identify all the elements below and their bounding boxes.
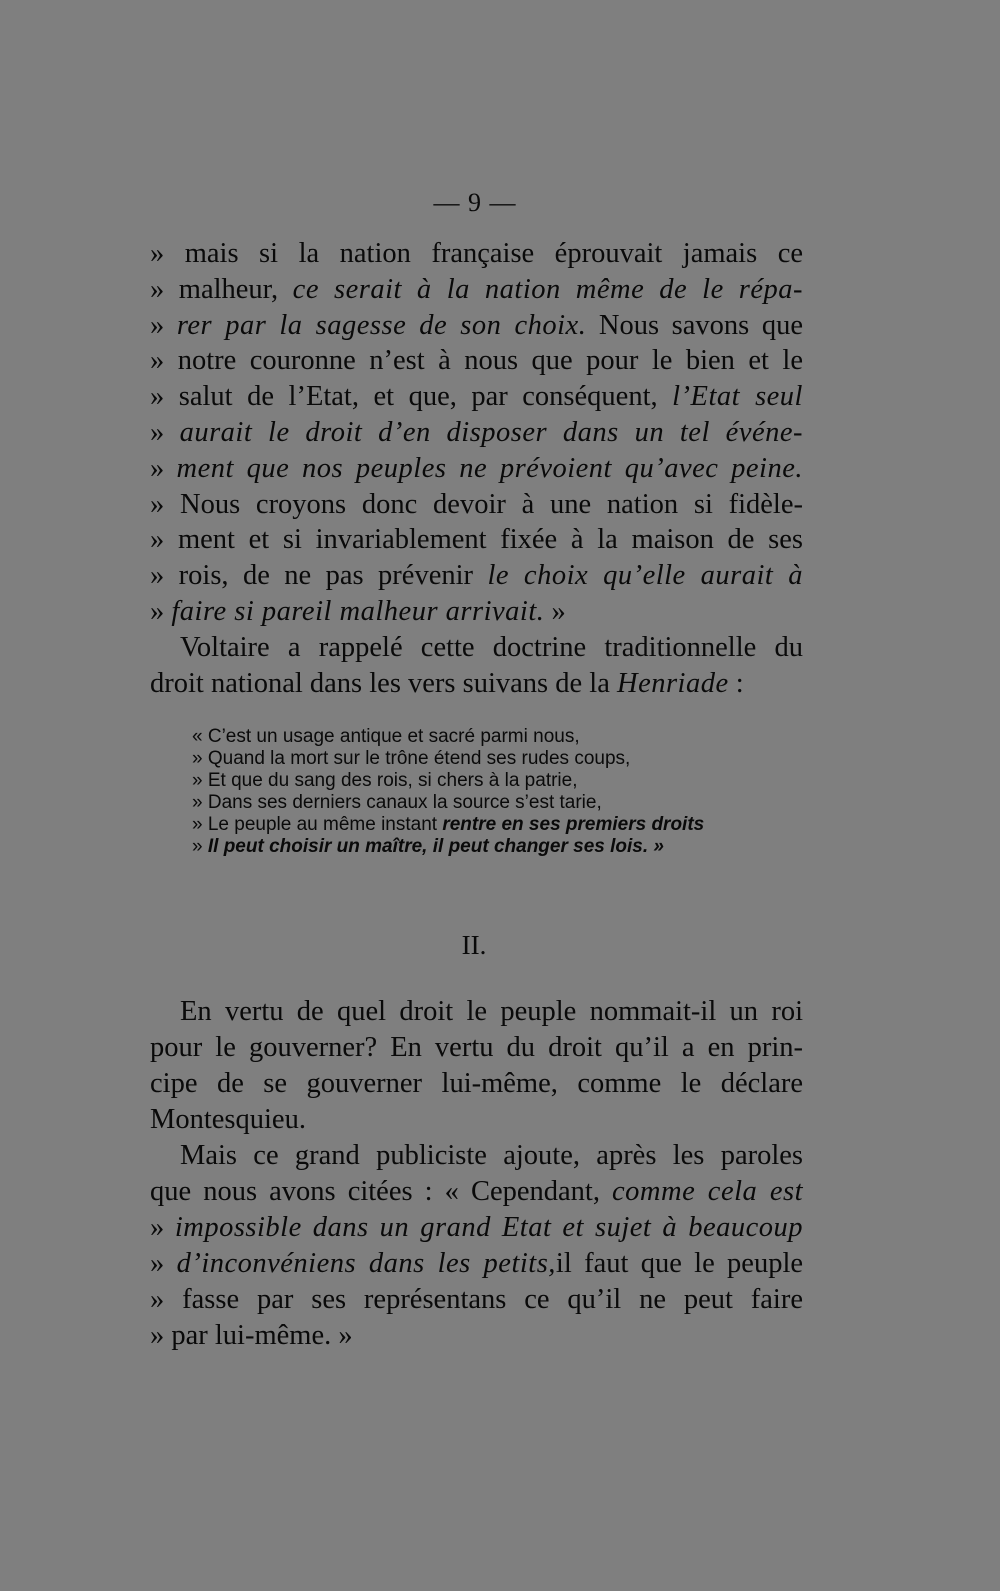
text-line: droit national dans les vers suivans de la Henriade : <box>150 668 744 699</box>
text-line: Montesquieu. <box>150 1104 306 1135</box>
verse-line: » Dans ses derniers canaux la source s’est tarie, <box>192 792 602 813</box>
text-line: » d’inconvéniens dans les petits,il faut que le peuple <box>150 1248 804 1279</box>
text-line: que nous avons citées : « Cependant, comme cela est <box>150 1176 803 1207</box>
text-line: » par lui-même. » <box>150 1320 353 1351</box>
text-line: » aurait le droit d’en disposer dans un tel événe- <box>150 417 804 448</box>
text-line: » mais si la nation française éprouvait jamais ce <box>150 238 803 269</box>
text-line: » malheur, ce serait à la nation même de le répa- <box>150 274 803 305</box>
text-line: » Nous croyons donc devoir à une nation si fidèle- <box>150 489 803 520</box>
text-line: » fasse par ses représentans ce qu’il ne peut faire <box>150 1284 803 1315</box>
text-line: » faire si pareil malheur arrivait. » <box>150 596 566 627</box>
verse-line: « C’est un usage antique et sacré parmi nous, <box>192 726 580 747</box>
verse-line: » Il peut choisir un maître, il peut changer ses lois. » <box>192 836 664 857</box>
section-heading: II. <box>461 930 487 960</box>
text-line: » rois, de ne pas prévenir le choix qu’elle aurait à <box>150 560 803 591</box>
text-line: » impossible dans un grand Etat et sujet à beaucoup <box>150 1212 804 1243</box>
verse-line: » Le peuple au même instant rentre en ses premiers droits <box>192 814 705 835</box>
text-line: Voltaire a rappelé cette doctrine traditionnelle du <box>180 632 803 663</box>
text-line: » notre couronne n’est à nous que pour le bien et le <box>150 345 803 376</box>
text-line: » salut de l’Etat, et que, par conséquent, l’Etat seul <box>150 381 803 412</box>
verse-line: » Et que du sang des rois, si chers à la patrie, <box>192 770 578 791</box>
text-line: En vertu de quel droit le peuple nommait-il un roi <box>180 996 803 1027</box>
text-line: » ment que nos peuples ne prévoient qu’avec peine. <box>150 453 803 484</box>
text-line: » rer par la sagesse de son choix. Nous savons que <box>150 310 803 341</box>
text-line: Mais ce grand publiciste ajoute, après les paroles <box>180 1140 803 1171</box>
text-line: » ment et si invariablement fixée à la maison de ses <box>150 524 803 555</box>
text-line: cipe de se gouverner lui-même, comme le déclare <box>150 1068 803 1099</box>
page-number: — 9 — <box>433 188 517 217</box>
text-line: pour le gouverner? En vertu du droit qu’il a en prin- <box>150 1032 803 1063</box>
verse-line: » Quand la mort sur le trône étend ses rudes coups, <box>192 748 631 769</box>
